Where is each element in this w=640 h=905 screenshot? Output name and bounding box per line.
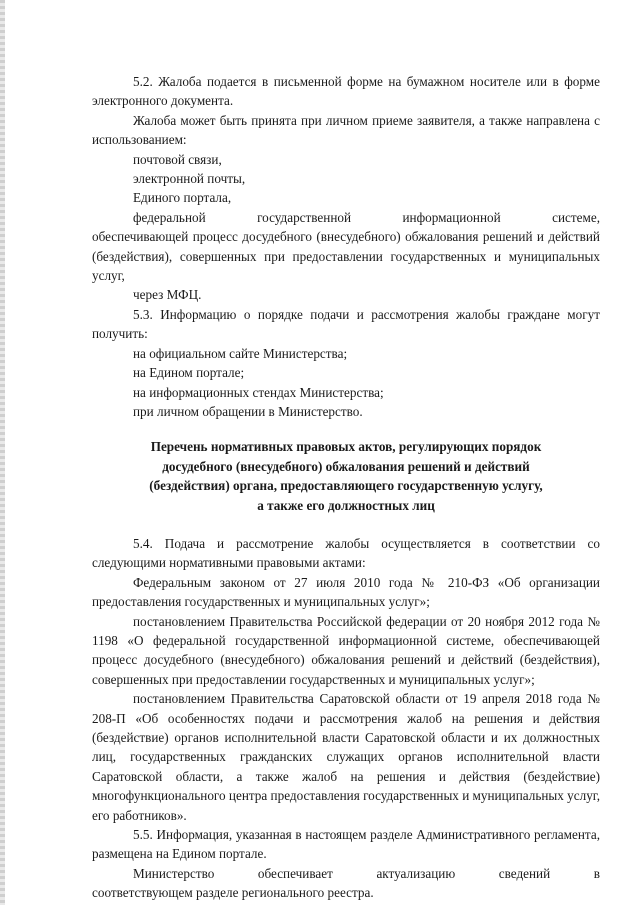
list-item: при личном обращении в Министерство. (133, 403, 363, 419)
heading-line: (бездействия) органа, предоставляющего государственную услугу, (149, 478, 543, 494)
paragraph-federal-law: Федеральным законом от 27 июля 2010 года № 210-ФЗ «Об организации предоставления государственных и муниципальных услуг»; (92, 574, 600, 610)
paragraph-5-2: 5.2. Жалоба подается в письменной форме на бумажном носителе или в форме электронного документа. (92, 74, 600, 109)
paragraph-5-4: 5.4. Подача и рассмотрение жалобы осуществляется в соответствии со следующими нормативными правовыми актами: (92, 535, 600, 571)
list-item: на информационных стендах Министерства; (133, 384, 384, 400)
document-body (92, 72, 600, 903)
list-item: электронной почты, (133, 171, 246, 187)
paragraph-ministry-first-line: Министерство обеспечивает актуализацию сведений в (133, 865, 600, 881)
list-item: Единого портала, (133, 190, 232, 206)
list-item: на официальном сайте Министерства; (133, 345, 348, 361)
list-item: на Едином портале; (133, 365, 245, 381)
paragraph-5-5: 5.5. Информация, указанная в настоящем разделе Административного регламента, размещена на Едином портале. (92, 827, 600, 862)
paragraph-complaint-channels: Жалоба может быть принята при личном приеме заявителя, а также направлена с использованием: (92, 112, 600, 148)
list-item-fgis-first-line: федеральной государственной информационной системе, (133, 209, 600, 225)
section-heading (92, 437, 600, 515)
list-item-fgis-rest: обеспечивающей процесс досудебного (внесудебного) обжалования решений и действий (бездействия), совершенных при предоставлении государственных и муниципальных услуг, (92, 229, 600, 284)
heading-line: а также его должностных лиц (257, 497, 435, 513)
list-item-mfc: через МФЦ. (133, 287, 202, 303)
paragraph-government-resolution: постановлением Правительства Российской федерации от 20 ноября 2012 года № 1198 «О федеральной государственной информационной системе, обеспечивающей процесс досудебного (внесудебного) обжалования решений и действий (бездействия), совершенных при предоставлении государственных и муниципальных услуг»; (92, 613, 600, 687)
list-item: почтовой связи, (133, 151, 222, 167)
scan-edge (0, 0, 5, 905)
heading-line: Перечень нормативных правовых актов, регулирующих порядок (150, 439, 542, 455)
heading-line: досудебного (внесудебного) обжалования решений и действий (162, 458, 530, 474)
paragraph-saratov-resolution: постановлением Правительства Саратовской области от 19 апреля 2018 года № 208-П «Об особенностях подачи и рассмотрения жалоб на решения и действия (бездействие) органов исполнительной власти Саратовской области и их должностных лиц, государственных гражданских служащих органов исполнительной власти Саратовской области, а также жалоб на решения и действия (бездействие) многофункционального центра предоставления государственных и муниципальных услуг, его работников». (92, 691, 600, 823)
paragraph-5-3: 5.3. Информацию о порядке подачи и рассмотрения жалобы граждане могут получить: (92, 306, 600, 342)
paragraph-ministry-rest: соответствующем разделе регионального реестра. (92, 885, 374, 901)
